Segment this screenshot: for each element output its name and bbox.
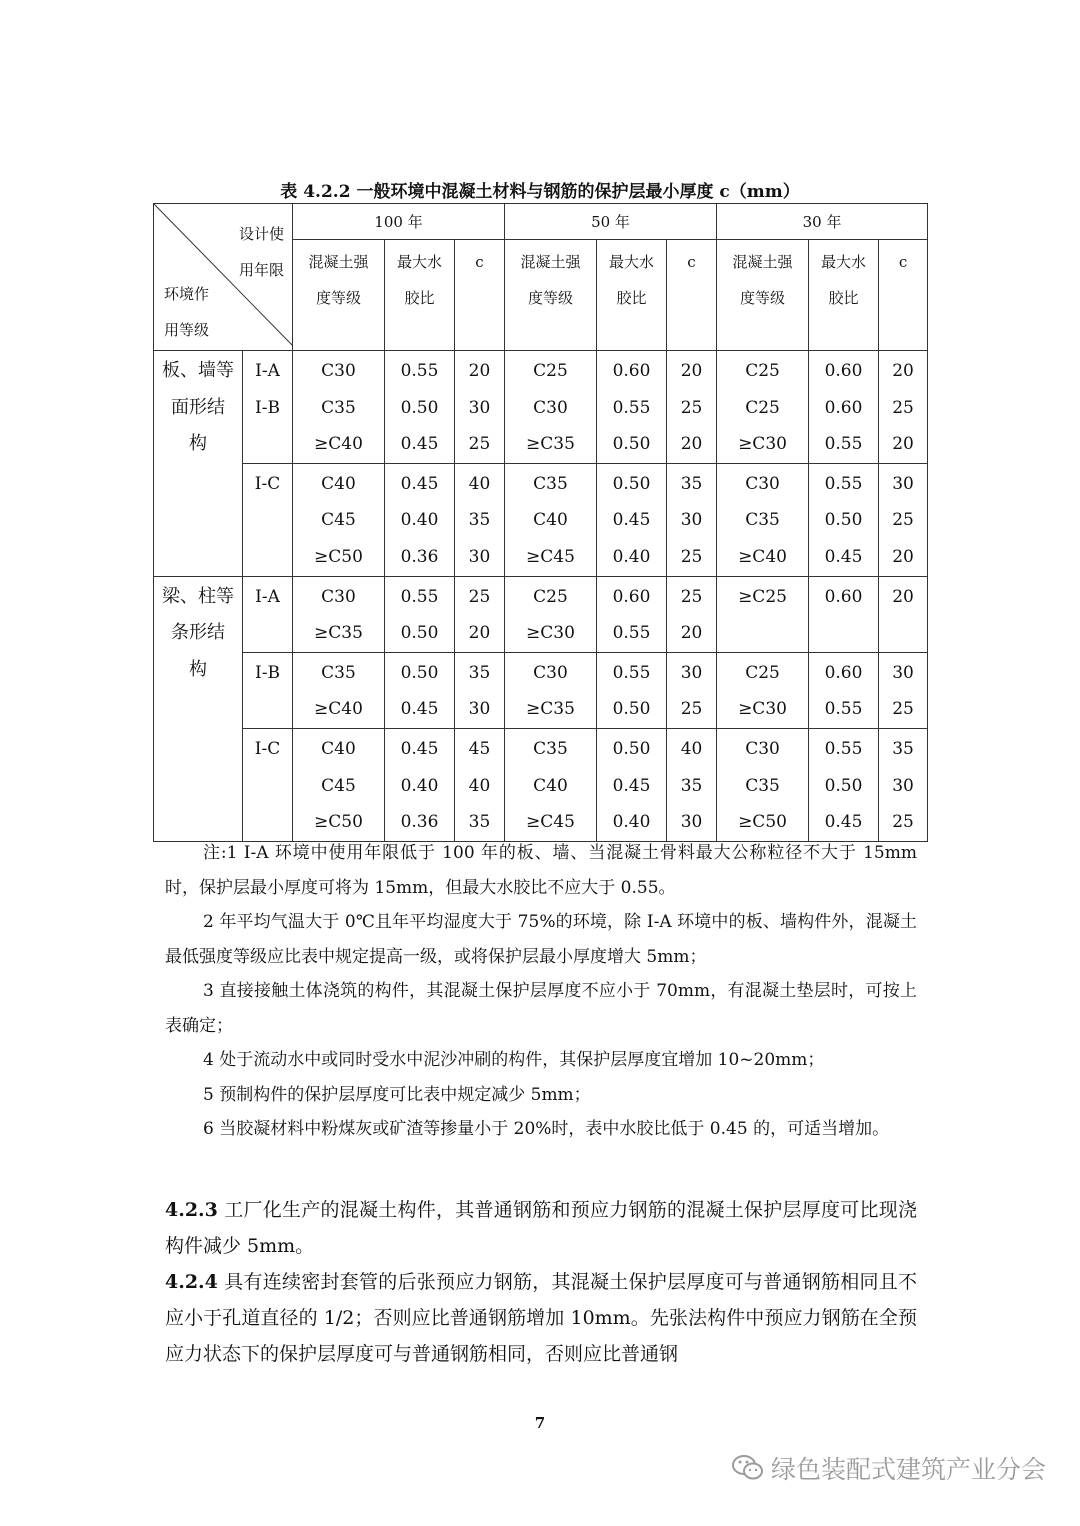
ratio-cell [809, 351, 879, 464]
cell-value: 0.60 [824, 361, 863, 381]
cell-value: 0.60 [824, 397, 863, 418]
cell-value: 25 [892, 397, 914, 418]
table-row [154, 728, 928, 841]
watermark-text: 绿色装配式建筑产业分会 [770, 1455, 1046, 1484]
header-line: 最大水 [396, 253, 442, 271]
cell-value: C35 [533, 738, 568, 759]
cell-value: ≥C35 [526, 434, 575, 455]
cell-value: ≥C40 [738, 546, 787, 567]
cell-value: C25 [745, 361, 780, 381]
env-grade-cell [243, 728, 293, 841]
cell-value: 0.55 [612, 623, 651, 644]
page-number: 7 [534, 1414, 546, 1432]
ratio-cell [809, 463, 879, 576]
cover-cell [879, 351, 928, 464]
cover-cell [667, 463, 717, 576]
cell-value: 0.50 [612, 473, 651, 494]
strength-grade-header [505, 240, 597, 351]
cell-value: 30 [680, 812, 703, 833]
env-grade-cell [243, 576, 293, 652]
ratio-cell [597, 351, 667, 464]
cell-value: ≥C40 [314, 434, 363, 455]
cell-value: ≥C45 [526, 546, 575, 567]
cell-value: 30 [468, 546, 491, 567]
cell-value: 25 [680, 586, 703, 607]
note-5: 5 预制构件的保护层厚度可比表中规定减少 5mm； [203, 1084, 591, 1105]
cell-value: 0.45 [824, 812, 863, 833]
max-ratio-header [597, 240, 667, 351]
period-30-header: 30 年 [717, 204, 928, 240]
header-line: 混凝土强 [308, 253, 369, 271]
cell-value: 0.55 [824, 473, 863, 494]
cell-value: C30 [321, 361, 356, 381]
cell-value: 0.55 [612, 397, 651, 418]
cover-cell [667, 351, 717, 464]
cover-cell [879, 463, 928, 576]
table-row [154, 351, 928, 464]
strength-cell [717, 652, 809, 728]
cell-value: C40 [533, 510, 568, 531]
header-line: 度等级 [315, 289, 361, 307]
clause-4-2-4 [165, 1264, 917, 1372]
ratio-cell [385, 652, 455, 728]
env-grade-cell [243, 652, 293, 728]
clause-text: 工厂化生产的混凝土构件，其普通钢筋和预应力钢筋的混凝土保护层厚度可比现浇构件减少 5mm。 [165, 1199, 917, 1257]
cell-value: 25 [892, 812, 914, 833]
cell-value: C35 [533, 473, 568, 494]
cell-value: C30 [321, 586, 356, 607]
env-grade: I-C [254, 738, 281, 759]
cell-value: 0.45 [400, 473, 439, 494]
cover-cell [667, 652, 717, 728]
header-line: 度等级 [527, 289, 573, 307]
cell-value: 0.45 [824, 546, 863, 567]
strength-cell [505, 463, 597, 576]
cell-value: 35 [468, 510, 491, 531]
header-line: 度等级 [740, 289, 786, 307]
cell-value: ≥C40 [314, 699, 363, 720]
group-name-line: 条形结 [171, 622, 225, 644]
cell-value: 0.55 [824, 434, 863, 455]
cell-value: ≥C30 [738, 699, 787, 720]
cell-value: 25 [680, 397, 703, 418]
cell-value: 0.55 [400, 361, 439, 381]
cell-value: ≥C35 [526, 699, 575, 720]
cell-value: 0.45 [612, 510, 651, 531]
cell-value: 0.50 [824, 775, 863, 796]
cell-value: 0.50 [612, 434, 651, 455]
cell-value: ≥C25 [738, 586, 787, 607]
cell-value: C30 [745, 473, 780, 494]
group-name-line: 构 [189, 658, 207, 680]
cell-value: 35 [892, 738, 914, 759]
clause-4-2-3 [165, 1192, 917, 1264]
env-grade-cell [243, 351, 293, 464]
cell-value: 30 [892, 775, 914, 796]
header-line: 胶比 [616, 289, 647, 307]
ratio-cell [385, 728, 455, 841]
strength-cell [505, 652, 597, 728]
ratio-cell [809, 728, 879, 841]
strength-cell [293, 652, 385, 728]
cell-value: 20 [892, 361, 914, 381]
cell-value: 0.40 [612, 546, 651, 567]
strength-cell [717, 463, 809, 576]
cell-value: 0.40 [400, 775, 439, 796]
cell-value: 35 [680, 473, 703, 494]
cover-cell [667, 728, 717, 841]
cell-value: ≥C30 [738, 434, 787, 455]
table-row [154, 463, 928, 576]
cell-value: 0.45 [612, 775, 651, 796]
cell-value: 30 [892, 662, 914, 683]
cell-value: 40 [680, 738, 703, 759]
cell-value: ≥C45 [526, 812, 575, 833]
cell-value: 0.36 [400, 812, 439, 833]
cell-value: 0.36 [400, 546, 439, 567]
cell-value: 25 [468, 586, 491, 607]
cell-value: C40 [321, 738, 356, 759]
cell-value: 25 [680, 546, 703, 567]
group-name-line: 板、墙等 [162, 360, 234, 381]
cell-value: 20 [468, 361, 491, 381]
header-line: 胶比 [404, 289, 435, 307]
cell-value: ≥C35 [314, 623, 363, 644]
env-grade: I-A [255, 361, 280, 381]
ratio-cell [385, 463, 455, 576]
max-ratio-header [809, 240, 879, 351]
cover-c-header: c [667, 240, 717, 351]
strength-cell [717, 351, 809, 464]
cell-value: 0.50 [612, 699, 651, 720]
cell-value: C40 [321, 473, 356, 494]
cell-value: 20 [468, 623, 491, 644]
structure-group-cell [154, 576, 243, 841]
cell-value: 0.50 [400, 623, 439, 644]
ratio-cell [385, 351, 455, 464]
clauses [165, 1192, 917, 1372]
cell-value: 20 [892, 434, 914, 455]
env-grade: I-C [254, 473, 281, 494]
cell-value: 30 [468, 397, 491, 418]
cover-c-header: c [455, 240, 505, 351]
cell-value: 40 [468, 775, 491, 796]
cell-value: 0.50 [612, 738, 651, 759]
env-grade: I-B [255, 662, 280, 683]
cell-value: 45 [468, 738, 491, 759]
ratio-cell [597, 576, 667, 652]
cell-value: 35 [468, 662, 491, 683]
cover-cell [879, 728, 928, 841]
cell-value: 0.60 [824, 586, 863, 607]
cell-value: 0.55 [400, 586, 439, 607]
cover-cell [879, 652, 928, 728]
cell-value: C25 [533, 586, 568, 607]
cell-value: C35 [321, 397, 356, 418]
cell-value: 0.45 [400, 699, 439, 720]
cover-cell [667, 576, 717, 652]
strength-cell [505, 351, 597, 464]
cell-value: C30 [533, 662, 568, 683]
cell-value: 0.60 [612, 586, 651, 607]
ratio-cell [809, 652, 879, 728]
ratio-cell [809, 576, 879, 652]
strength-cell [293, 576, 385, 652]
cell-value: C25 [533, 361, 568, 381]
cell-value: 35 [680, 775, 703, 796]
cell-value: 0.60 [824, 662, 863, 683]
clause-text: 具有连续密封套管的后张预应力钢筋，其混凝土保护层厚度可与普通钢筋相同且不应小于孔道直径的 1/2；否则应比普通钢筋增加 10mm。先张法构件中预应力钢筋在全预应力状态下的保护层厚度可与普通钢筋相同，否则应比普通钢 [165, 1271, 917, 1365]
cell-value: 0.55 [824, 699, 863, 720]
header-line: 混凝土强 [520, 253, 581, 271]
note-6: 6 当胶凝材料中粉煤灰或矿渣等掺量小于 20%时，表中水胶比低于 0.45 的，可适当增加。 [203, 1119, 890, 1139]
cell-value: C25 [745, 397, 780, 418]
max-ratio-header [385, 240, 455, 351]
cell-value: 30 [680, 510, 703, 531]
header-line: 最大水 [821, 253, 867, 271]
period-100-header: 100 年 [293, 204, 505, 240]
strength-cell [717, 728, 809, 841]
header-line: 胶比 [828, 289, 859, 307]
group-name-line: 构 [189, 433, 207, 455]
cell-value: 20 [680, 623, 703, 644]
cell-value: 20 [680, 434, 703, 455]
cell-value: 30 [468, 699, 491, 720]
cell-value: 30 [680, 662, 703, 683]
env-grade: I-A [255, 586, 280, 607]
cell-value: C45 [321, 775, 356, 796]
strength-cell [293, 463, 385, 576]
cell-value: 0.50 [400, 662, 439, 683]
cell-value: 20 [892, 586, 914, 607]
clause-number: 4.2.3 [165, 1199, 218, 1221]
ratio-cell [597, 463, 667, 576]
cell-value: 0.50 [824, 510, 863, 531]
clause-number: 4.2.4 [165, 1271, 218, 1293]
cover-cell [455, 652, 505, 728]
strength-cell [505, 728, 597, 841]
cell-value: 0.50 [400, 397, 439, 418]
cell-value: C25 [745, 662, 780, 683]
cell-value: 25 [892, 699, 914, 720]
cover-cell [455, 351, 505, 464]
cell-value: 25 [680, 699, 703, 720]
header-line: 最大水 [608, 253, 654, 271]
cell-value: 0.45 [400, 738, 439, 759]
cell-value: C30 [745, 738, 780, 759]
cell-value: 0.40 [400, 510, 439, 531]
cell-value: C45 [321, 510, 356, 531]
group-name-line: 梁、柱等 [162, 585, 234, 607]
note-1: 注:1 I-A 环境中使用年限低于 100 年的板、墙、当混凝土骨料最大公称粒径不大于 15mm 时，保护层最小厚度可将为 15mm，但最大水胶比不应大于 0.55。 [165, 843, 917, 898]
strength-cell [293, 728, 385, 841]
group-name-line: 面形结 [171, 396, 225, 418]
ratio-cell [385, 576, 455, 652]
note-3: 3 直接接触土体浇筑的构件，其混凝土保护层厚度不应小于 70mm，有混凝土垫层时，可按上表确定； [165, 981, 917, 1036]
table-notes [165, 836, 917, 1147]
cell-value: C35 [321, 662, 356, 683]
env-grade-cell [243, 463, 293, 576]
watermark [731, 1450, 1046, 1486]
cell-value: C30 [533, 397, 568, 418]
table-row [154, 576, 928, 652]
strength-cell [293, 351, 385, 464]
table-caption: 表 4.2.2 一般环境中混凝土材料与钢筋的保护层最小厚度 c（mm） [280, 182, 800, 202]
corner-header-cell [154, 204, 293, 351]
cell-value: 30 [892, 473, 914, 494]
strength-grade-header [717, 240, 809, 351]
cover-cell [455, 728, 505, 841]
environment-grade-label: 环境作 用等级 [164, 285, 210, 339]
cover-cell [455, 576, 505, 652]
cell-value: ≥C30 [526, 623, 575, 644]
cover-c-header: c [879, 240, 928, 351]
env-grade: I-B [255, 397, 280, 418]
cell-value: C35 [745, 775, 780, 796]
cell-value: ≥C50 [738, 812, 787, 833]
cell-value: 35 [468, 812, 491, 833]
strength-cell [717, 576, 809, 652]
cell-value: ≥C50 [314, 812, 363, 833]
table-row [154, 652, 928, 728]
cell-value: 0.40 [612, 812, 651, 833]
cell-value: C35 [745, 510, 780, 531]
note-4: 4 处于流动水中或同时受水中泥沙冲刷的构件，其保护层厚度宜增加 10~20mm； [203, 1050, 825, 1070]
strength-grade-header [293, 240, 385, 351]
period-50-header: 50 年 [505, 204, 717, 240]
cell-value: 0.60 [612, 361, 651, 381]
wechat-icon [731, 1453, 765, 1483]
cell-value: 20 [680, 361, 703, 381]
cell-value: 0.45 [400, 434, 439, 455]
note-2: 2 年平均气温大于 0℃且年平均湿度大于 75%的环境，除 I-A 环境中的板、墙构件外，混凝土最低强度等级应比表中规定提高一级，或将保护层最小厚度增大 5mm； [165, 912, 917, 967]
ratio-cell [597, 728, 667, 841]
cover-cell [879, 576, 928, 652]
structure-group-cell [154, 351, 243, 577]
cell-value: 40 [468, 473, 491, 494]
cell-value: C40 [533, 775, 568, 796]
cell-value: ≥C50 [314, 546, 363, 567]
cell-value: 20 [892, 546, 914, 567]
header-line: 混凝土强 [732, 253, 793, 271]
cover-thickness-table [153, 203, 928, 842]
ratio-cell [597, 652, 667, 728]
cell-value: 25 [468, 434, 491, 455]
cell-value: 25 [892, 510, 914, 531]
strength-cell [505, 576, 597, 652]
cell-value: 0.55 [612, 662, 651, 683]
cell-value: 0.55 [824, 738, 863, 759]
design-life-label: 设计使 用年限 [238, 225, 284, 279]
cover-cell [455, 463, 505, 576]
